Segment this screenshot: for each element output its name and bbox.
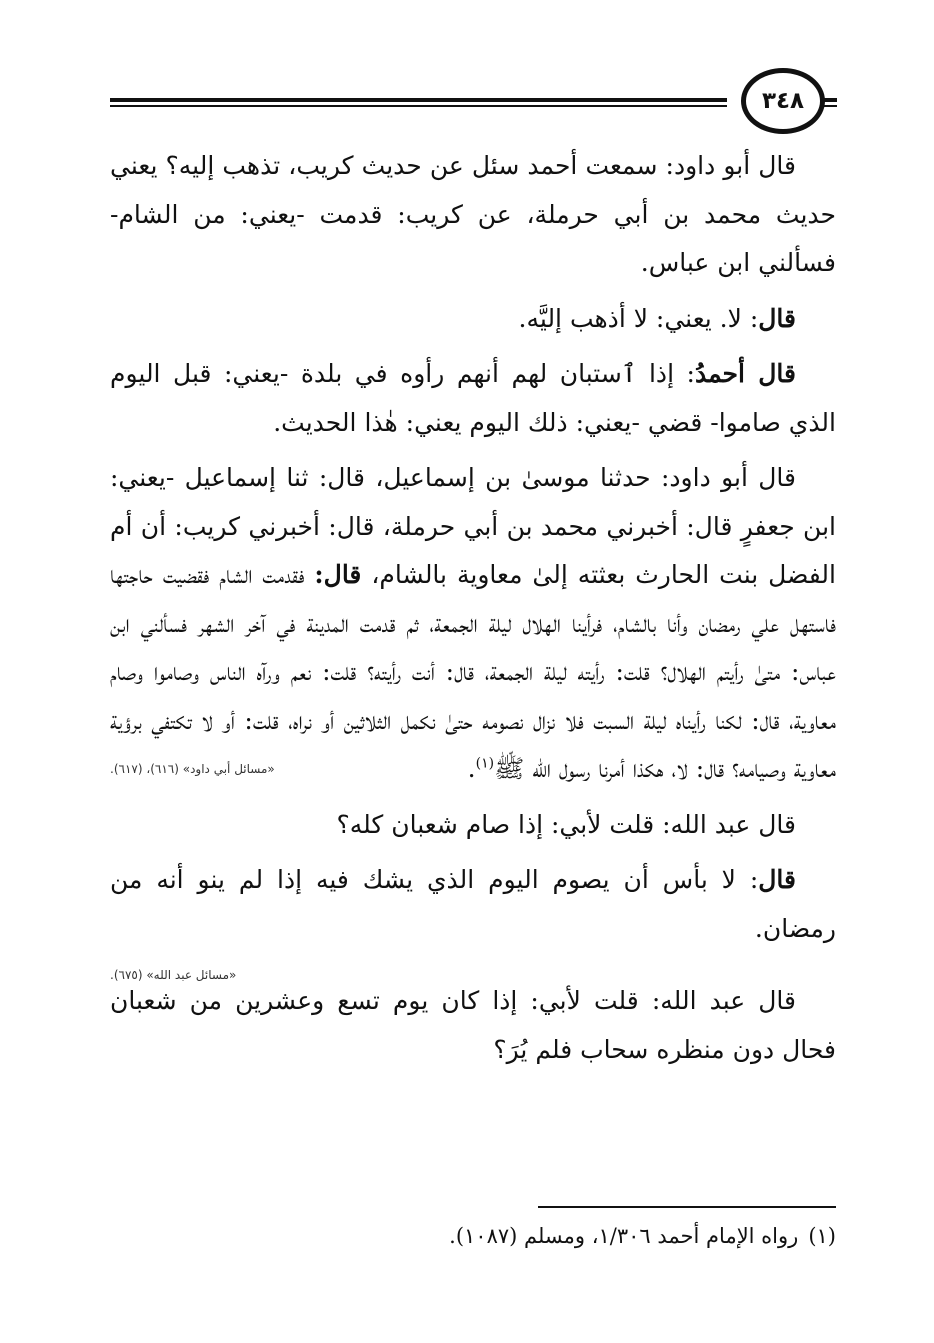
source-citation: «مسائل أبي داود» (٦١٦)، (٦١٧).: [110, 762, 275, 776]
header-rule-thin: [110, 105, 727, 107]
paragraph-text-part1: قال أبو داود: حدثنا موسىٰ بن إسماعيل، قال: ثنا إسماعيل -يعني: ابن جعفرٍ قال: أخبرني محمد بن أبي حرملة، قال: أخبرني كريب: أن أم الفضل بنت الحارث بعثته إلىٰ معاوية بالشام،: [110, 463, 836, 589]
header-rule-thick: [110, 98, 727, 102]
paragraph-text: قال أبو داود: سمعت أحمد سئل عن حديث كريب، تذهب إليه؟ يعني حديث محمد بن أبي حرملة، عن كريب: قدمت -يعني: من الشام- فسألني ابن عباس.: [110, 151, 836, 277]
header-rule-right: [823, 98, 837, 102]
paragraph-abdullah-question-1: [110, 801, 836, 850]
paragraph-abu-dawud-question: [110, 142, 836, 288]
footnote-number: (١): [808, 1224, 836, 1248]
paragraph-lead: قال: [758, 303, 796, 333]
footnote-divider: [538, 1206, 836, 1208]
paragraph-qala-answer: [110, 295, 836, 344]
footnote-text: رواه الإمام أحمد ١/٣٠٦، ومسلم (١٠٨٧).: [449, 1224, 799, 1248]
page-header: [110, 64, 837, 144]
paragraph-lead: قال أحمدُ: [694, 359, 796, 388]
paragraph-text: قال عبد الله: قلت لأبي: إذا كان يوم تسع وعشرين من شعبان فحال دون منظره سحاب فلم يُرَ؟: [110, 986, 836, 1064]
header-rule-right-thin: [823, 105, 837, 107]
paragraph-ahmad-statement: [110, 350, 836, 447]
paragraph-kurayb-hadith: [110, 454, 836, 794]
footnote: [110, 1218, 836, 1254]
footnote-reference: (١): [475, 755, 495, 772]
paragraph-bold-qala: قال:: [314, 560, 362, 589]
paragraph-end: .: [467, 754, 476, 783]
source-line: [110, 947, 836, 982]
paragraph-text: : لا. يعني: لا أذهب إليَّه.: [518, 303, 759, 333]
paragraph-text-part2: فقدمت الشام فقضيت حاجتها فاستهل علي رمضان وأنا بالشام، فرأينا الهلال ليلة الجمعة، ثم قدمت المدينة في آخر الشهر فسألني ابن عباس: متىٰ رأيتم الهلال؟ قلت: رأيته ليلة الجمعة، قال: أنت رأيته؟ قلت: نعم ورآه الناس وصاموا وصام معاوية، قال: لكنا رأيناه ليلة السبت فلا نزال نصومه حتىٰ نكمل الثلاثين أو نراه، قلت: أو لا تكتفي برؤية معاوية وصيامه؟ قال: لا، هكذا أمرنا رسول الله ﷺ: [110, 560, 836, 783]
paragraph-lead: قال: [758, 865, 796, 894]
paragraph-abdullah-question-2: [110, 977, 836, 1074]
paragraph-text: : لا بأس أن يصوم اليوم الذي يشك فيه إذا لم ينو أنه من رمضان.: [110, 865, 836, 943]
source-citation: «مسائل عبد الله» (٦٧٥).: [110, 968, 237, 982]
main-text: [110, 142, 836, 1081]
page-number: ٣٤٨: [741, 68, 825, 134]
paragraph-qala-no-harm: [110, 856, 836, 953]
paragraph-text: : إذا ٱستبان لهم أنهم رأوه في بلدة -يعني: قبل اليوم الذي صاموا- قضي -يعني: ذلك اليوم يعني: هٰذا الحديث.: [110, 359, 836, 437]
paragraph-text: قال عبد الله: قلت لأبي: إذا صام شعبان كله؟: [336, 809, 796, 839]
